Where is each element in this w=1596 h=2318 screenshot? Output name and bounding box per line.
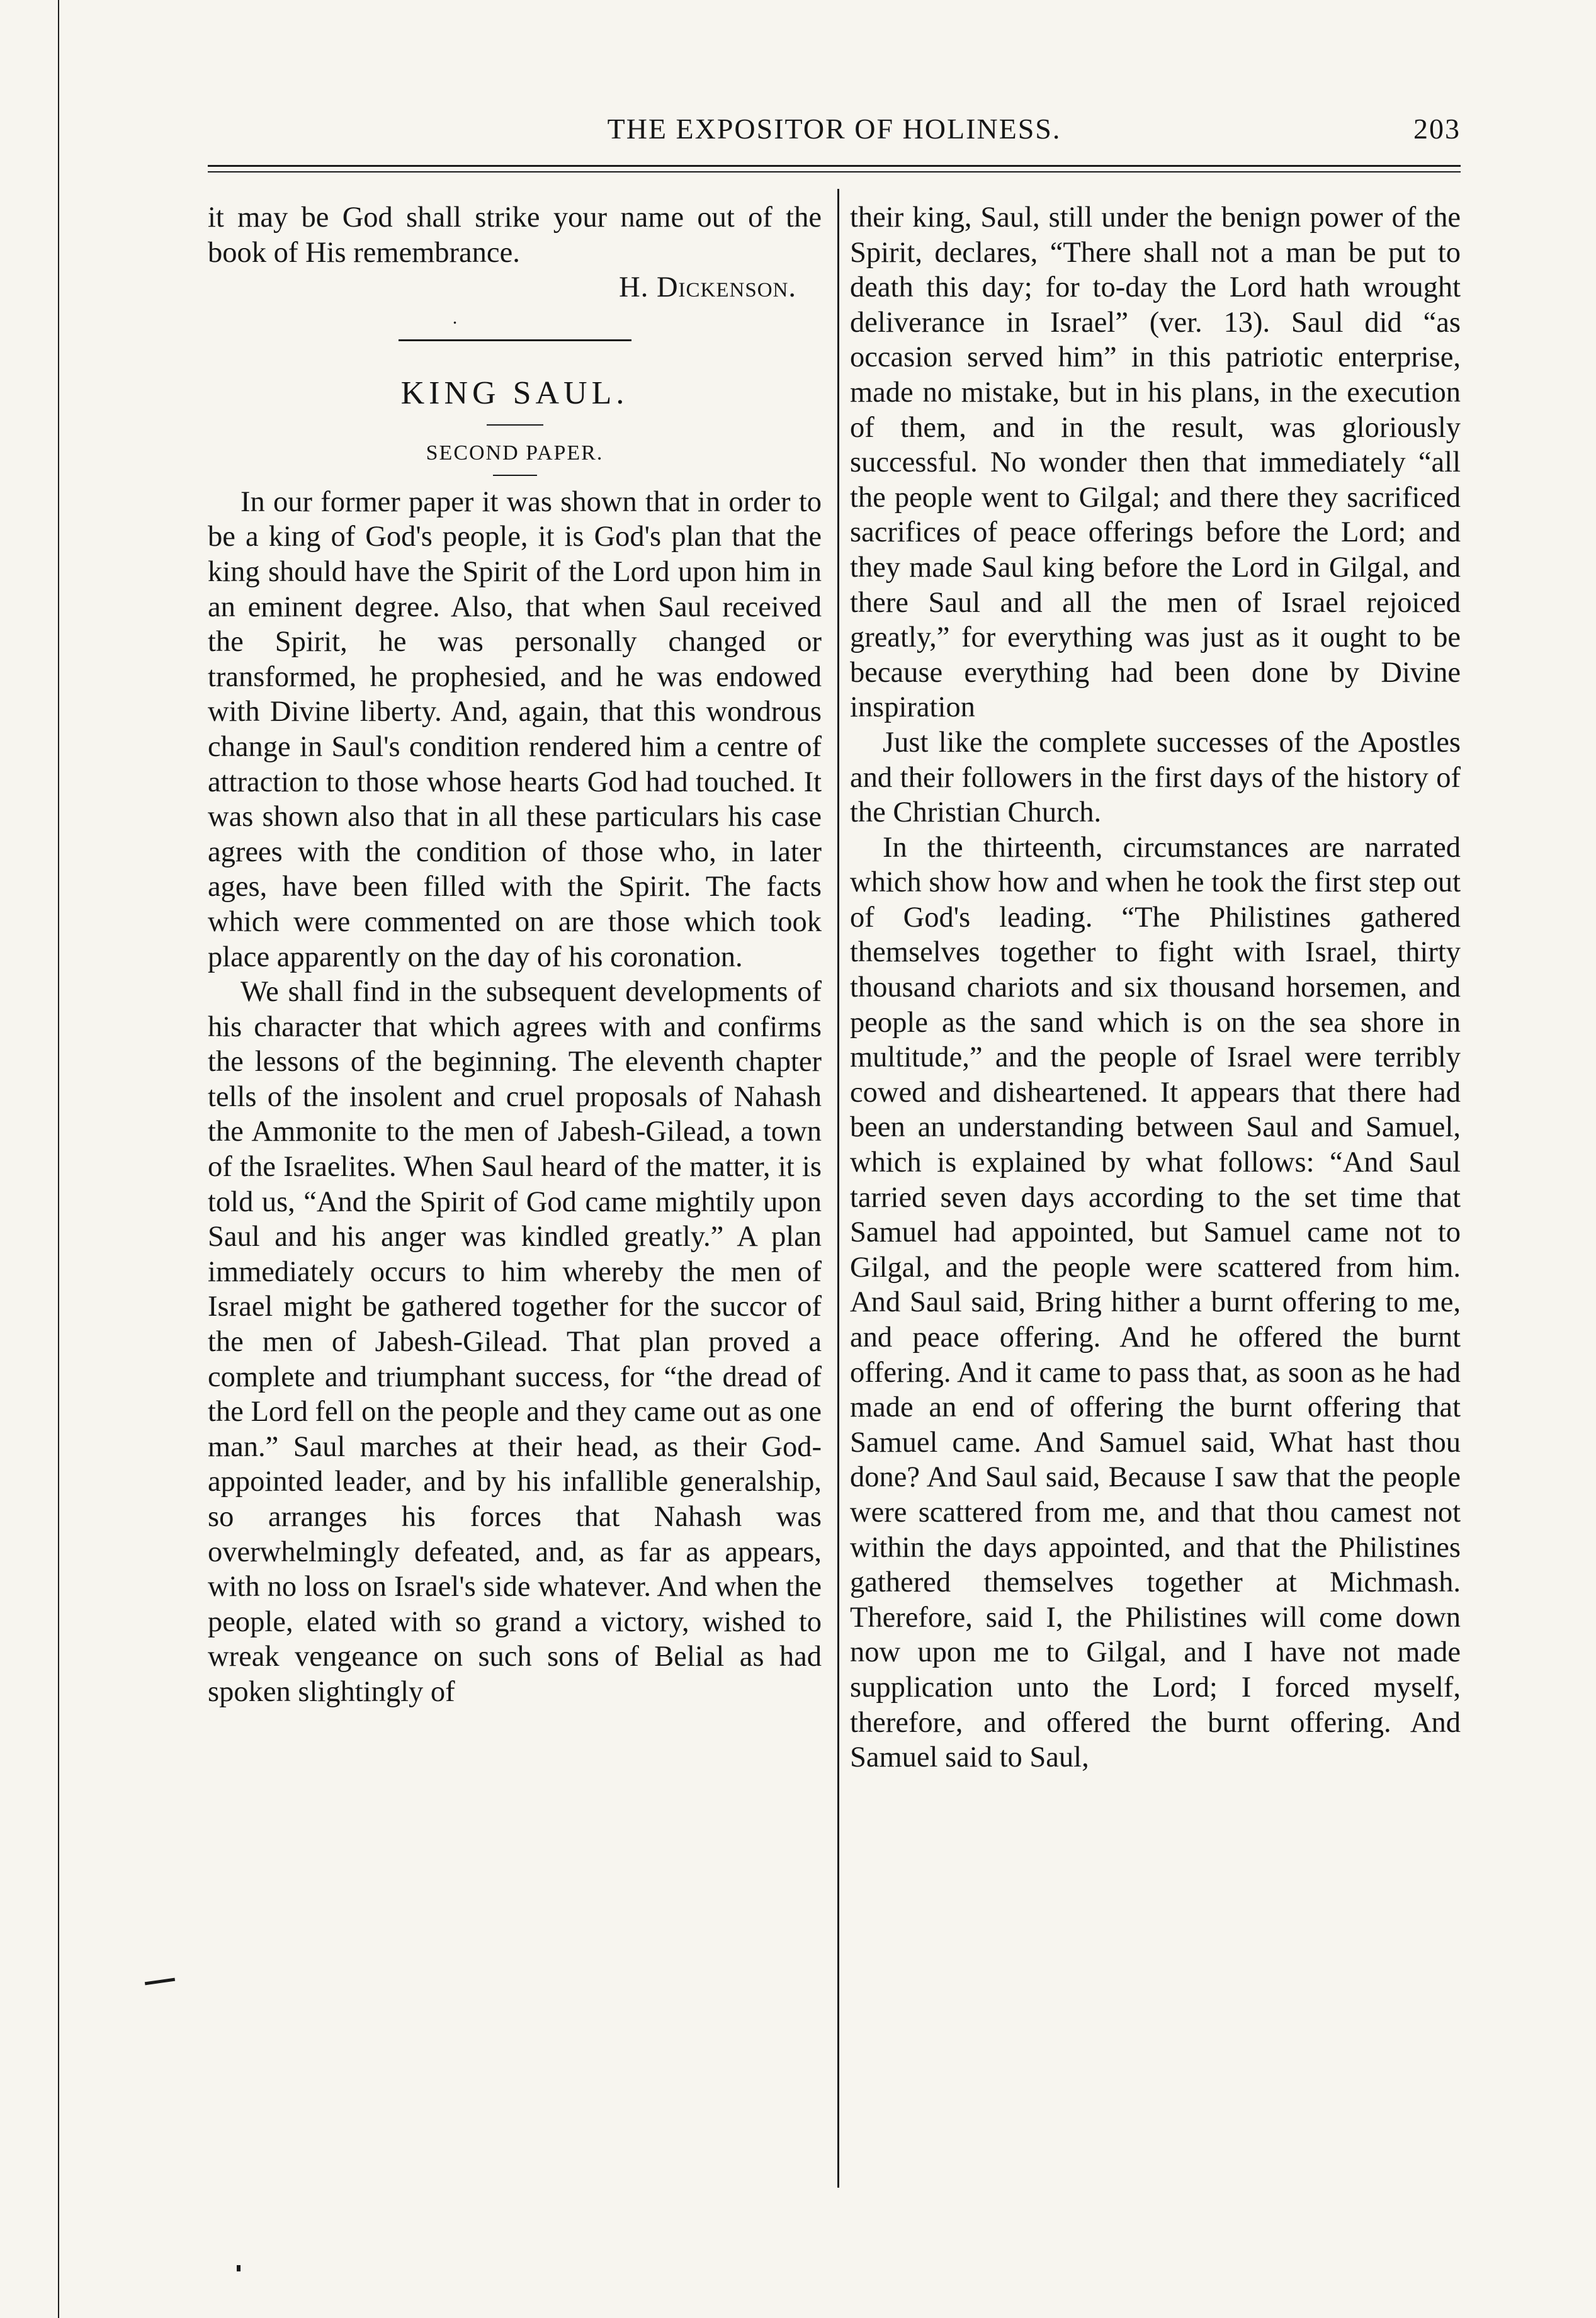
ink-speck [237,2265,241,2271]
left-column [208,200,822,1710]
author-signature: H. Dickenson. [619,271,796,304]
paragraph: We shall find in the subsequent developments of his character that which agrees with and confirms the lessons of the beginning. The eleventh chapter tells of the insolent and cruel proposals of Nahash the Ammonite to the men of Jabesh-Gilead, a town of the Israelites. When Saul heard of the matter, it is told us, “And the Spirit of God came mightily upon Saul and his anger was kindled greatly.” A plan immediately occurs to him whereby the men of Israel might be gathered together for the succor of the men of Jabesh-Gilead. That plan proved a complete and triumphant success, for “the dread of the Lord fell on the people and they came out as one man.” Saul marches at their head, as their God-appointed leader, and by his infallible generalship, so arranges his forces that Nahash was overwhelmingly defeated, and, as far as appears, with no loss on Israel's side whatever. And when the people, elated with so grand a victory, wished to wreak vengeance on such sons of Belial as had spoken slightingly of [208,976,822,1708]
previous-article-ending: it may be God shall strike your name out of the book of His remembrance. [208,201,822,269]
title-rule [487,424,543,426]
article-title: KING SAUL. [400,375,629,411]
header-rule-top [208,165,1461,167]
margin-pencil-mark [145,1978,175,1986]
running-header [208,112,1461,156]
right-column [850,200,1461,1775]
column-divider [837,189,839,2188]
paragraph: Just like the complete successes of the Apostles and their followers in the first days of the history of the Christian Church. [850,726,1461,829]
header-rule-bottom [208,171,1461,172]
ornament-dot: . [452,307,458,328]
page-number: 203 [1413,113,1461,145]
paragraph: In our former paper it was shown that in order to be a king of God's people, it is God's plan that the king should have the Spirit of the Lord upon him in an eminent degree. Also, that when Saul received the Spirit, he was personally changed or transformed, he prophesied, and he was endowed with Divine liberty. And, again, that this wondrous change in Saul's condition rendered him a centre of attraction to those whose hearts God had touched. It was shown also that in all these particulars his case agrees with the condition of those who, in later ages, have been filled with the Spirit. The facts which were commented on are those which took place apparently on the day of his coronation. [208,485,822,973]
article-divider [399,339,631,341]
paragraph: In the thirteenth, circumstances are narrated which show how and when he took the first step out of God's leading. “The Philistines gathered themselves together to fight with Israel, thirty thousand chariots and six thousand horsemen, and people as the sand which is on the sea shore in multitude,” and the people of Israel were terribly cowed and disheartened. It appears that there had been an understanding between Saul and Samuel, which is explained by what follows: “And Saul tarried seven days according to the set time that Samuel had appointed, but Samuel came not to Gilgal, and the people were scattered from him. And Saul said, Bring hither a burnt offering to me, and peace offering. And he offered the burnt offering. And it came to pass that, as soon as he had made an end of offering the burnt offering that Samuel came. And Samuel said, What hast thou done? And Saul said, Because I saw that the people were scattered from me, and that thou camest not within the days appointed, and that the Philistines gathered themselves together at Michmash. Therefore, said I, the Philistines will come down now upon me to Gilgal, and I have not made supplication unto the Lord; I forced myself, therefore, and offered the burnt offering. And Samuel said to Saul, [850,831,1461,1774]
page-edge-rule [58,0,59,2318]
subtitle-rule [493,475,537,476]
journal-title: THE EXPOSITOR OF HOLINESS. [607,113,1061,145]
paragraph: their king, Saul, still under the benign power of the Spirit, declares, “There shall not a man be put to death this day; for to-day the Lord hath wrought deliverance in Israel” (ver. 13). Saul did “as occasion served him” in this patriotic enterprise, made no mistake, but in his plans, in the execution of them, and in the result, was gloriously successful. No wonder then that immediately “all the people went to Gilgal; and there they sacrificed sacrifices of peace offerings before the Lord; and they made Saul king before the Lord in Gilgal, and there Saul and all the men of Israel rejoiced greatly,” for everything was just as it ought to be because everything had been done by Divine inspiration [850,201,1461,724]
article-subtitle: SECOND PAPER. [426,441,604,465]
